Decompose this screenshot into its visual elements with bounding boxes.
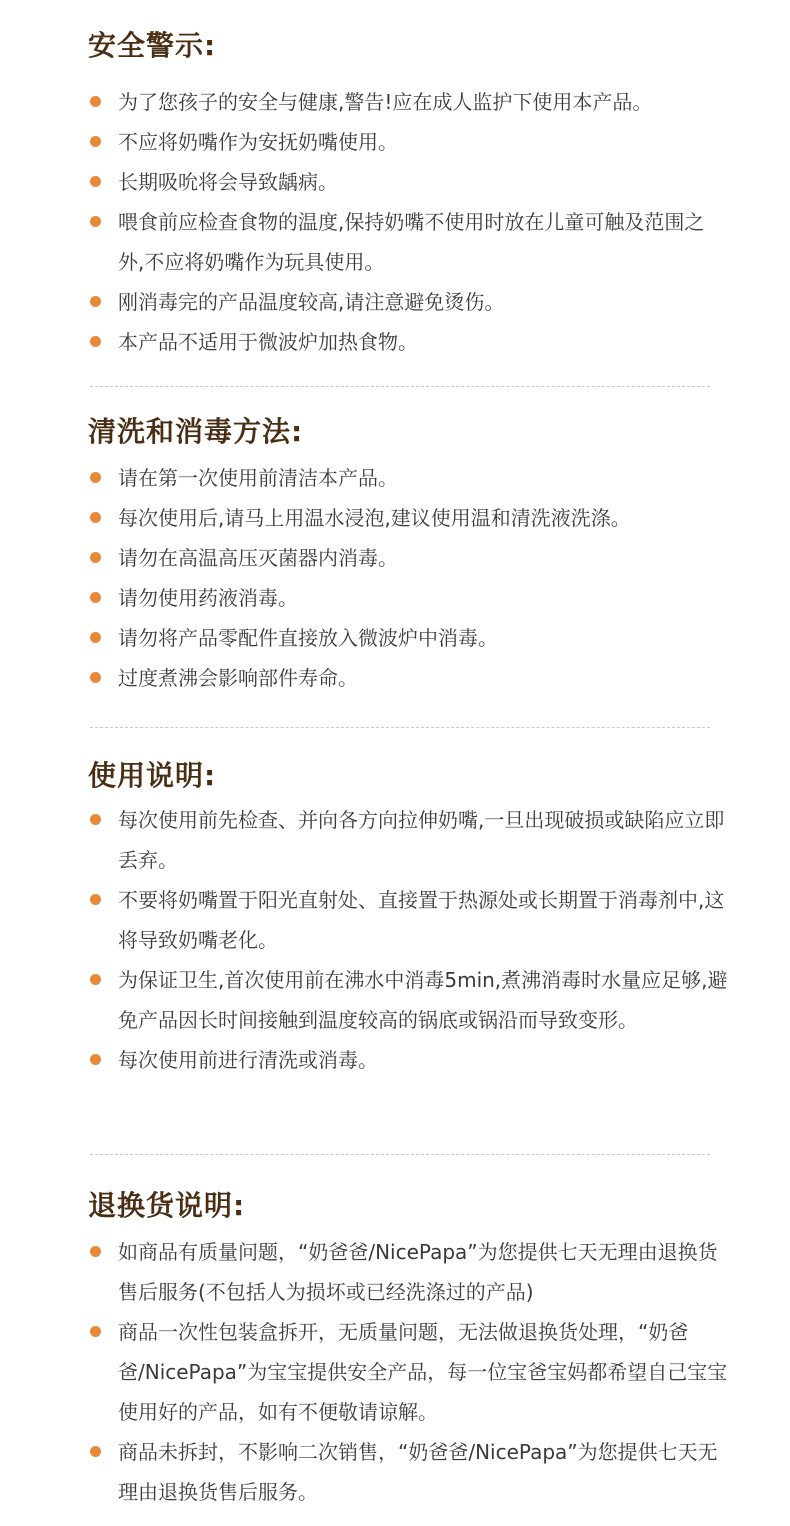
bullet-dot-icon xyxy=(90,512,101,523)
list-item xyxy=(88,202,728,282)
bullet-list xyxy=(88,458,728,698)
list-item-text: 为保证卫生,首次使用前在沸水中消毒5min,煮沸消毒时水量应足够,避免产品因长时间接触到温度较高的锅底或锅沿而导致变形。 xyxy=(118,968,728,1032)
list-item xyxy=(88,1432,728,1512)
list-item xyxy=(88,498,728,538)
list-item xyxy=(88,1312,728,1432)
list-item xyxy=(88,322,728,362)
bullet-dot-icon xyxy=(90,136,101,147)
list-item xyxy=(88,1040,728,1080)
bullet-dot-icon xyxy=(90,1246,101,1257)
list-item-text: 不要将奶嘴置于阳光直射处、直接置于热源处或长期置于消毒剂中,这将导致奶嘴老化。 xyxy=(118,888,725,952)
list-item-text: 为了您孩子的安全与健康,警告!应在成人监护下使用本产品。 xyxy=(118,90,653,114)
bullet-dot-icon xyxy=(90,296,101,307)
list-item-text: 每次使用前进行清洗或消毒。 xyxy=(118,1048,378,1072)
bullet-dot-icon xyxy=(90,216,101,227)
list-item-text: 过度煮沸会影响部件寿命。 xyxy=(118,666,358,690)
bullet-dot-icon xyxy=(90,1326,101,1337)
bullet-dot-icon xyxy=(90,176,101,187)
bullet-dot-icon xyxy=(90,894,101,905)
section-divider xyxy=(90,1154,710,1155)
bullet-dot-icon xyxy=(90,96,101,107)
list-item xyxy=(88,538,728,578)
list-item-text: 请在第一次使用前清洁本产品。 xyxy=(118,466,398,490)
list-item-text: 不应将奶嘴作为安抚奶嘴使用。 xyxy=(118,130,398,154)
bullet-dot-icon xyxy=(90,1446,101,1457)
list-item xyxy=(88,282,728,322)
list-item-text: 每次使用前先检查、并向各方向拉伸奶嘴,一旦出现破损或缺陷应立即丢弃。 xyxy=(118,808,725,872)
bullet-dot-icon xyxy=(90,672,101,683)
bullet-dot-icon xyxy=(90,814,101,825)
list-item xyxy=(88,578,728,618)
bullet-list xyxy=(88,1232,728,1512)
list-item-text: 商品一次性包装盒拆开，无质量问题，无法做退换货处理，“奶爸爸/NicePapa”为宝宝提供安全产品，每一位宝爸宝妈都希望自己宝宝使用好的产品，如有不便敬请谅解。 xyxy=(118,1320,728,1424)
list-item xyxy=(88,800,728,880)
list-item xyxy=(88,122,728,162)
list-item xyxy=(88,82,728,122)
list-item-text: 每次使用后,请马上用温水浸泡,建议使用温和清洗液洗涤。 xyxy=(118,506,631,530)
section-divider xyxy=(90,386,710,387)
list-item xyxy=(88,960,728,1040)
section-divider xyxy=(90,727,710,728)
bullet-dot-icon xyxy=(90,1054,101,1065)
bullet-list xyxy=(88,82,728,362)
section-title: 使用说明: xyxy=(88,759,217,792)
bullet-dot-icon xyxy=(90,336,101,347)
list-item xyxy=(88,618,728,658)
list-item-text: 刚消毒完的产品温度较高,请注意避免烫伤。 xyxy=(118,290,505,314)
section-title: 退换货说明: xyxy=(88,1189,246,1222)
list-item xyxy=(88,658,728,698)
list-item-text: 如商品有质量问题，“奶爸爸/NicePapa”为您提供七天无理由退换货售后服务(不包括人为损坏或已经洗涤过的产品) xyxy=(118,1240,718,1304)
bullet-dot-icon xyxy=(90,632,101,643)
list-item-text: 请勿将产品零配件直接放入微波炉中消毒。 xyxy=(118,626,498,650)
section-title: 安全警示: xyxy=(88,29,217,62)
bullet-dot-icon xyxy=(90,472,101,483)
list-item-text: 商品未拆封，不影响二次销售，“奶爸爸/NicePapa”为您提供七天无理由退换货售后服务。 xyxy=(118,1440,718,1504)
list-item-text: 请勿在高温高压灭菌器内消毒。 xyxy=(118,546,398,570)
bullet-dot-icon xyxy=(90,592,101,603)
bullet-dot-icon xyxy=(90,974,101,985)
list-item-text: 本产品不适用于微波炉加热食物。 xyxy=(118,330,418,354)
list-item-text: 请勿使用药液消毒。 xyxy=(118,586,298,610)
list-item xyxy=(88,880,728,960)
list-item xyxy=(88,458,728,498)
bullet-dot-icon xyxy=(90,552,101,563)
list-item xyxy=(88,1232,728,1312)
list-item-text: 长期吸吮将会导致龋病。 xyxy=(118,170,338,194)
list-item xyxy=(88,162,728,202)
section-title: 清洗和消毒方法: xyxy=(88,415,304,448)
list-item-text: 喂食前应检查食物的温度,保持奶嘴不使用时放在儿童可触及范围之外,不应将奶嘴作为玩具使用。 xyxy=(118,210,705,274)
bullet-list xyxy=(88,800,728,1080)
